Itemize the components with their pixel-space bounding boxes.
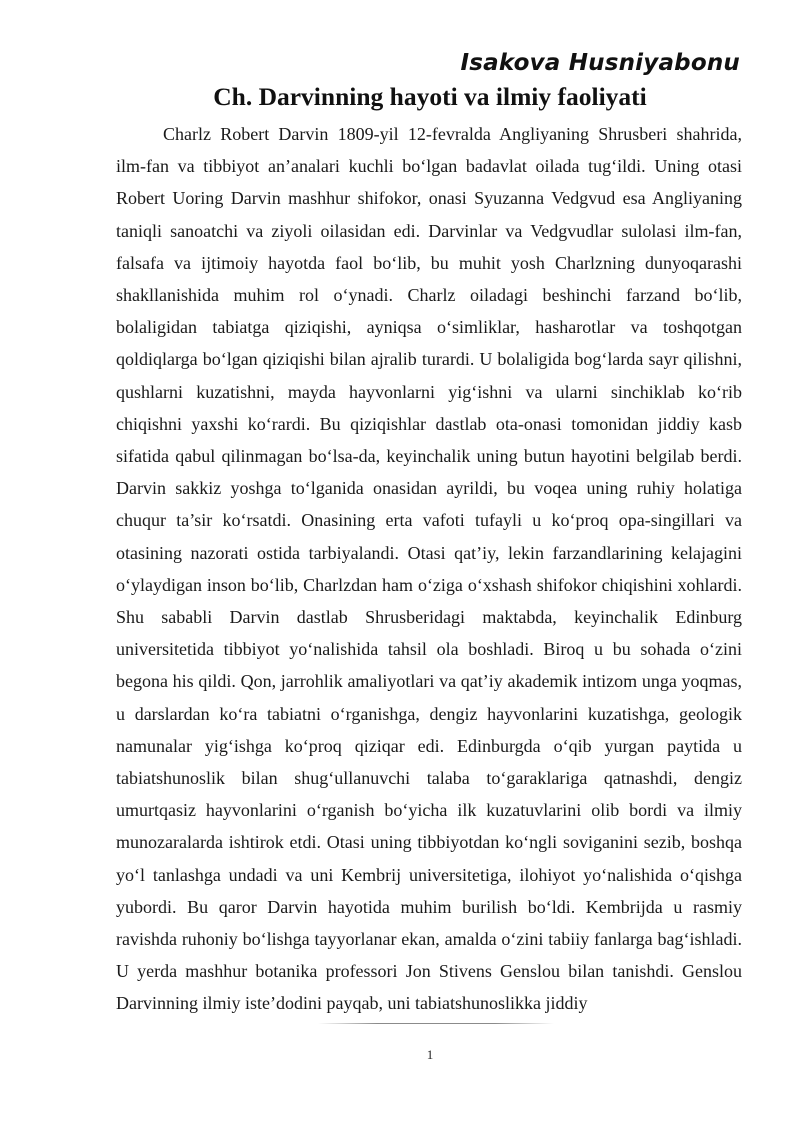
body-paragraph: Charlz Robert Darvin 1809-yil 12-fevralda Angliyaning Shrusberi shahrida, ilm-fan va tibbiyot an’analari kuchli bo‘lgan badavlat oilada tug‘ildi. Uning otasi Robert Uoring Darvin mashhur shifokor, onasi Syuzanna Vedgvud esa Angliyaning taniqli sanoatchi va ziyoli oilasidan edi. Darvinlar va Vedgvudlar sulolasi ilm-fan, falsafa va ijtimoiy hayotda faol bo‘lib, bu muhit yosh Charlzning dunyoqarashi shakllanishida muhim rol o‘ynadi. Charlz oiladagi beshinchi farzand bo‘lib, bolaligidan tabiatga qiziqishi, ayniqsa o‘simliklar, hasharotlar va toshqotgan qoldiqlarga bo‘lgan qiziqishi bilan ajralib turardi. U bolaligida bog‘larda sayr qilishni, qushlarni kuzatishni, mayda hayvonlarni yig‘ishni va ularni sinchiklab ko‘rib chiqishni yaxshi ko‘rardi. Bu qiziqishlar dastlab ota-onasi tomonidan jiddiy kasb sifatida qabul qilinmagan bo‘lsa-da, keyinchalik uning butun hayotini belgilab berdi. Darvin sakkiz yoshga to‘lganida onasidan ayrildi, bu voqea uning ruhiy holatiga chuqur ta’sir ko‘rsatdi. Onasining erta vafoti tufayli u ko‘proq opa-singillari va otasining nazorati ostida tarbiyalandi. Otasi qat’iy, lekin farzandlarining kelajagini o‘ylaydigan inson bo‘lib, Charlzdan ham o‘ziga o‘xshash shifokor chiqishini xohlardi. Shu sababli Darvin dastlab Shrusberidagi maktabda, keyinchalik Edinburg universitetida tibbiyot yo‘nalishida tahsil ola boshladi. Biroq u bu sohada o‘zini begona his qildi. Qon, jarrohlik amaliyotlari va qat’iy akademik intizom unga yoqmas, u darslardan ko‘ra tabiatni o‘rganishga, dengiz hayvonlarini kuzatishga, geologik namunalar yig‘ishga ko‘proq qiziqar edi. Edinburgda o‘qib yurgan paytida u tabiatshunoslik bilan shug‘ullanuvchi talaba to‘garaklariga qatnashdi, dengiz umurtqasiz hayvonlarini o‘rganish bo‘yicha ilk kuzatuvlarini olib bordi va ilmiy munozaralarda ishtirok etdi. Otasi uning tibbiyotdan ko‘ngli soviganini sezib, boshqa yo‘l tanlashga undadi va uni Kembrij universitetiga, ilohiyot yo‘nalishida o‘qishga yubordi. Bu qaror Darvin hayotida muhim burilish bo‘ldi. Kembrijda u rasmiy ravishda ruhoniy bo‘lishga tayyorlanar ekan, amalda o‘zini tabiiy fanlarga bag‘ishladi. U yerda mashhur botanika professori Jon Stivens Genslou bilan tanishdi. Genslou Darvinning ilmiy iste’dodini payqab, uni tabiatshunoslikka jiddiy <box>116 124 742 1014</box>
page-number: 1 <box>426 1047 434 1062</box>
footer-divider <box>318 1023 554 1024</box>
document-title: Ch. Darvinning hayoti va ilmiy faoliyati <box>213 82 647 111</box>
author-name: Isakova Husniyabonu <box>460 50 740 76</box>
